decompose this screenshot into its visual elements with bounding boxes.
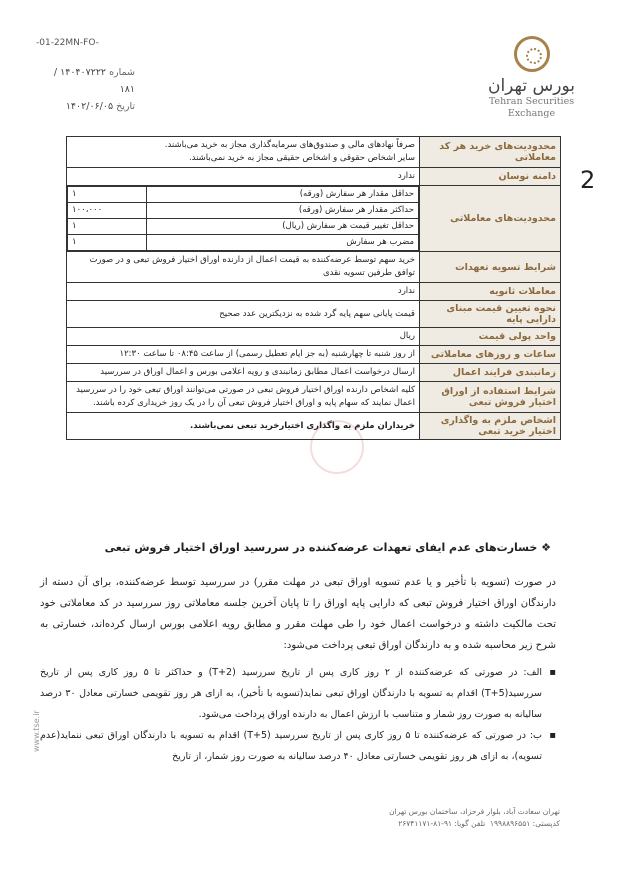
table-row bbox=[67, 137, 561, 168]
emblem-icon bbox=[514, 36, 550, 72]
trading-row-value: ۱ bbox=[68, 187, 147, 203]
restrictions-line1: صرفاً نهادهای مالی و صندوق‌های سرمایه‌گذاری مجاز به خرید می‌باشند. bbox=[164, 140, 415, 150]
settlement-value: خرید سهم توسط عرضه‌کننده به قیمت اعمال از دارنده اوراق اختیار فروش تبعی و در صورت توافق طرفین تسویه نقدی bbox=[67, 252, 420, 283]
footer-postal: کدپستی: ۱۹۹۸۸۹۶۵۵۱ bbox=[489, 819, 560, 828]
number-label: شماره bbox=[109, 67, 135, 78]
number-value: ۱۴۰۴۰۷۲۲۲ /۱۸۱ bbox=[53, 67, 135, 95]
trading-row bbox=[68, 235, 419, 251]
table-row bbox=[67, 301, 561, 328]
logo-en-2: Exchange bbox=[507, 108, 556, 119]
table-row bbox=[67, 283, 561, 301]
tse-logo bbox=[464, 36, 599, 136]
bullet-list bbox=[40, 662, 556, 767]
document-meta bbox=[45, 64, 135, 115]
exercise-value: ارسال درخواست اعمال مطابق زمانبندی و رویه اعلامی بورس و اعمال اوراق در سررسید bbox=[67, 364, 420, 382]
conditions-value: کلیه اشخاص دارنده اوراق اختیار فروش تبعی در صورتی می‌توانند اوراق تبعی خود را در سررسید اعمال نمایند که سهام پایه و اوراق اختیار فروش تبعی آن را در یک روز خریداری کرده باشند. bbox=[67, 382, 420, 413]
trading-subtable-cell bbox=[67, 186, 420, 252]
table-row bbox=[67, 186, 561, 252]
trading-row bbox=[68, 219, 419, 235]
logo-en-1: Tehran Securities bbox=[488, 96, 575, 107]
bullet-b: ▪ ب: در صورتی که عرضه‌کننده تا ۵ روز کاری پس از تاریخ سررسید (T+5) اقدام به تسویه با دارندگان اوراق تبعی ننماید(عدم تسویه)، به ازای هر روز تقویمی خسارتی معادل ۴۰ درصد سالیانه به صورت روز شمار، از تاریخ bbox=[40, 725, 556, 767]
section-title: ❖ خسارت‌های عدم ایفای تعهدات عرضه‌کننده در سررسید اوراق اختیار فروش تبعی bbox=[104, 541, 551, 554]
section-paragraph: در صورت (تسویه با تأخیر و یا عدم تسویه اوراق تبعی در مهلت مقرر) در سررسید توسط عرضه‌کننده، برای آن دسته از دارندگان اوراق اختیار فروش تبعی که دارایی پایه اوراق را تا پایان آخرین جلسه معاملاتی روز سررسید در کد معاملاتی خود تحت مالکیت داشته و درخواست اعمال خود را طی مهلت مقرر و مطابق رویه اعلامی بورس ارسال کرده‌اند، خسارتی به شرح زیر محاسبه شده و به دارندگان اوراق تبعی پرداخت می‌شود: bbox=[40, 577, 556, 651]
restrictions-label: محدودیت‌های خرید هر کد معاملاتی bbox=[420, 137, 561, 168]
table-row bbox=[67, 364, 561, 382]
site-url[interactable]: www.tse.ir bbox=[32, 710, 41, 752]
footer-phone: تلفن گویا: ۹۱-۸۱-۲۶۷۴۱۱۷۱ bbox=[398, 819, 486, 828]
settlement-label: شرایط تسویه تعهدات bbox=[420, 252, 561, 283]
date-label: تاریخ bbox=[116, 101, 135, 112]
restrictions-value bbox=[67, 137, 420, 168]
footer bbox=[380, 806, 560, 830]
exercise-label: زمانبندی فرایند اعمال bbox=[420, 364, 561, 382]
footer-address: تهران سعادت آباد، بلوار فرحزاد، ساختمان بورس تهران bbox=[389, 807, 560, 816]
conditions-label: شرایط استفاده از اوراق اختیار فروش تبعی bbox=[420, 382, 561, 413]
table-row bbox=[67, 413, 561, 440]
obliged-value: خریداران ملزم به واگذاری اختیارخرید تبعی نمی‌باشند. bbox=[67, 413, 420, 440]
hours-label: ساعات و روزهای معاملاتی bbox=[420, 346, 561, 364]
unit-label: واحد پولی قیمت bbox=[420, 328, 561, 346]
trading-row-value: ۱ bbox=[68, 219, 147, 235]
trading-row-value: ۱ bbox=[68, 235, 147, 251]
table-row bbox=[67, 346, 561, 364]
trading-row-name: حداقل مقدار هر سفارش (ورقه) bbox=[147, 187, 419, 203]
secondary-label: معاملات ثانویه bbox=[420, 283, 561, 301]
side-number: 2 bbox=[580, 166, 596, 194]
logo-fa: بورس تهران bbox=[487, 76, 576, 96]
trading-subtable bbox=[67, 186, 419, 251]
price-method-value: قیمت پایانی سهم پایه گرد شده به نزدیکترین عدد صحیح bbox=[67, 301, 420, 328]
table-row bbox=[67, 328, 561, 346]
spec-table bbox=[66, 136, 561, 440]
obliged-label: اشخاص ملزم به واگذاری اختیار خرید تبعی bbox=[420, 413, 561, 440]
trading-row-name: حداکثر مقدار هر سفارش (ورقه) bbox=[147, 203, 419, 219]
unit-value: ریال bbox=[67, 328, 420, 346]
range-label: دامنه نوسان bbox=[420, 168, 561, 186]
hours-value: از روز شنبه تا چهارشنبه (به جز ایام تعطیل رسمی) از ساعت ۰۸:۴۵ تا ساعت ۱۲:۳۰ bbox=[67, 346, 420, 364]
trading-row-value: ۱۰۰،۰۰۰ bbox=[68, 203, 147, 219]
restrictions-line2: سایر اشخاص حقوقی و اشخاص حقیقی مجاز به خرید نمی‌باشند. bbox=[188, 153, 415, 163]
range-value: ندارد bbox=[67, 168, 420, 186]
table-row bbox=[67, 382, 561, 413]
table-row bbox=[67, 168, 561, 186]
trading-row bbox=[68, 187, 419, 203]
table-row bbox=[67, 252, 561, 283]
footer-contact bbox=[380, 818, 560, 830]
date-value: ۱۴۰۲/۰۶/۰۵ bbox=[65, 101, 114, 112]
section-title-text: خسارت‌های عدم ایفای تعهدات عرضه‌کننده در سررسید اوراق اختیار فروش تبعی bbox=[104, 541, 538, 554]
price-method-label: نحوه تعیین قیمت مبنای دارایی پایه bbox=[420, 301, 561, 328]
document-code: -01-22MN-FO- bbox=[36, 38, 99, 48]
secondary-value: ندارد bbox=[67, 283, 420, 301]
trading-row bbox=[68, 203, 419, 219]
trading-row-name: مضرب هر سفارش bbox=[147, 235, 419, 251]
bullet-a: ▪ الف: در صورتی که عرضه‌کننده از ۲ روز کاری پس از تاریخ سررسید (T+2) و حداکثر تا ۵ روز کاری پس از تاریخ سررسید(T+5) اقدام به تسویه با دارندگان اوراق تبعی نماید(تسویه با تأخیر)، به ازای هر روز تقویمی خسارتی معادل ۳۰ درصد سالیانه به صورت روز شمار و متناسب با ارزش اعمال به دارنده اوراق پرداخت می‌شود. bbox=[40, 662, 556, 725]
trading-label: محدودیت‌های معاملاتی bbox=[420, 186, 561, 252]
trading-row-name: حداقل تغییر قیمت هر سفارش (ریال) bbox=[147, 219, 419, 235]
